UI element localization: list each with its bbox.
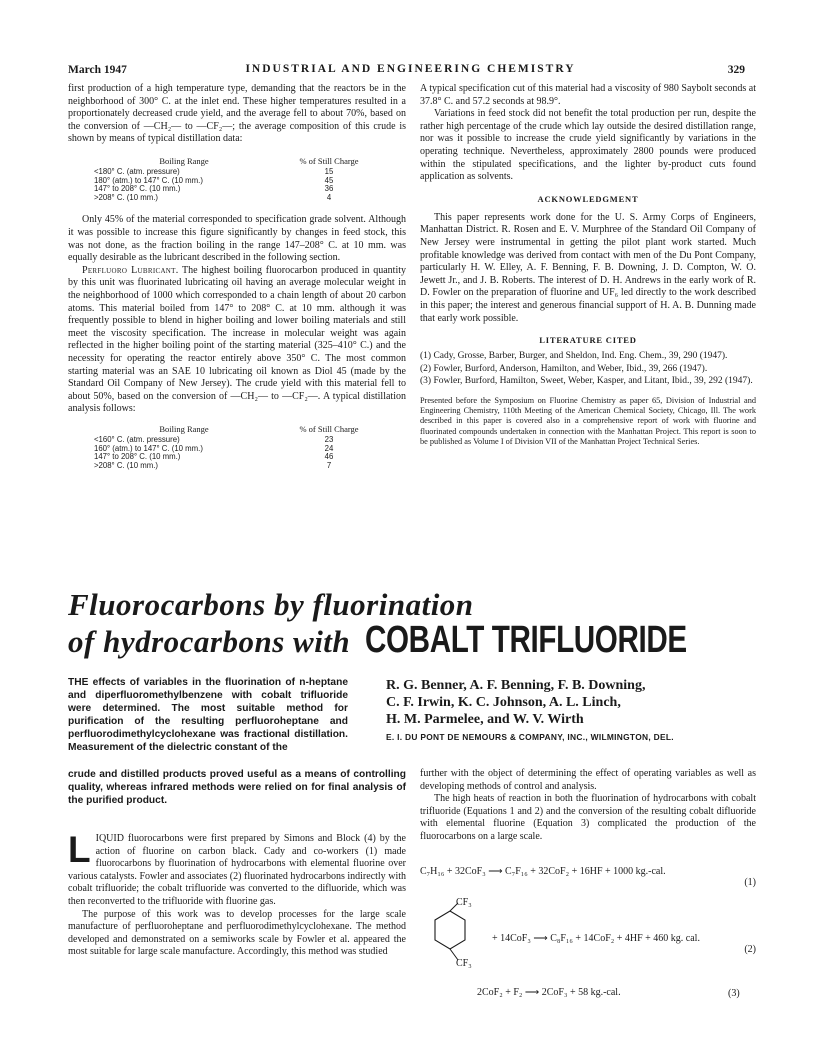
literature-heading: LITERATURE CITED bbox=[539, 335, 637, 346]
author-line: H. M. Parmelee, and W. V. Wirth bbox=[386, 712, 584, 727]
equation-3: 2CoF₂ + F₂ ⟶ 2CoF₃ + 58 kg.-cal. bbox=[477, 987, 621, 998]
paragraph: first production of a high temperature type, demanding that the reactors be in the neighborhood of 300° C. at the inlet end. These higher temperatures resulted in a proportionately decreased crude yield, and the average fell to about 70%, based on the conversion of —CH₂— to —CF₂—; the average composition of this crude is shown by means of typical distillation data: bbox=[68, 83, 406, 145]
table-cell: <180° C. (atm. pressure) bbox=[94, 167, 180, 177]
table-cell: 4 bbox=[326, 192, 332, 202]
equation-number: (2) bbox=[744, 944, 756, 955]
table-cell: 23 bbox=[324, 435, 334, 445]
acknowledgment-heading: ACKNOWLEDGMENT bbox=[537, 193, 639, 204]
equation-text: + 14CoF₃ ⟶ C₈F₁₆ + 14CoF₂ + 4HF + 460 kg. cal. bbox=[492, 933, 700, 944]
equation-number: (1) bbox=[744, 877, 756, 888]
run-in-heading: Perfluoro Lubricant. bbox=[82, 264, 179, 276]
substituent-label: CF₃ bbox=[456, 958, 472, 969]
table-cell: <160° C. (atm. pressure) bbox=[94, 435, 180, 445]
paragraph: The purpose of this work was to develop processes for the large scale manufacture of perfluoroheptane and perfluorodimethylcyclohexane. The method developed and demonstrated on a semiworks scale by Fowler et al. appeared the most suitable for large scale manufacture. Accordingly, this method was studied bbox=[68, 908, 406, 958]
table-header: Boiling Range bbox=[159, 423, 209, 434]
abstract-text: THE effects of variables in the fluorination of n-heptane and diperfluoromethylbenzene with cobalt trifluoride were determined. The most suitable method for purification of the resulting perfluoroheptane and perfluorodimethylcyclohexane was fractional distillation. Measurement of the dielectric constant of the bbox=[68, 677, 348, 753]
article-title-line-2: of hydrocarbons with bbox=[68, 624, 351, 659]
table-header: % of Still Charge bbox=[299, 423, 359, 434]
table-cell: 46 bbox=[324, 452, 334, 462]
paragraph: Variations in feed stock did not benefit the total production per run, despite the rather high percentage of the crude which lay outside the desired distillation range, nor was it possible to increase the crude yield significantly by variations in the operating technique. Nevertheless, approximately 2800 pounds were produced within the stipulated specifications, and the lighter by-product cuts found application as solvents. bbox=[420, 108, 756, 183]
paragraph: IQUID fluorocarbons were first prepared by Simons and Block (4) by the action of fluorine on carbon black. Cady and co-workers (1) made fluorocarbons by fluorination of hydrocarbons with elemental fluorine over various catalysts. Fowler and associates (2) fluorinated hydrocarbons indirectly with cobalt trifluoride; the cobalt trifluoride was converted to the difluoride, which was then reconverted to the trifluoride with fluorine gas. bbox=[68, 833, 406, 907]
reference-item: (2) Fowler, Burford, Anderson, Hamilton, and Weber, Ibid., 39, 266 (1947). bbox=[420, 363, 708, 374]
table-cell: >208° C. (10 mm.) bbox=[94, 460, 158, 470]
equation-2 bbox=[492, 933, 756, 955]
table-cell: 147° to 208° C. (10 mm.) bbox=[94, 452, 181, 462]
presentation-note: Presented before the Symposium on Fluorine Chemistry as paper 65, Division of Industrial and Engineering Chemistry, 110th Meeting of the American Chemical Society, Chicago, Ill. The work described in this paper is covered also in a comprehensive report of work with fluorine and fluorinated compounds undertaken in connection with the Manhattan Project. This report is soon to be published as Volume I of Division VII of the Manhattan Project Technical Series. bbox=[420, 395, 756, 447]
table-cell: 7 bbox=[326, 460, 332, 470]
substituent-label: CF₃ bbox=[456, 897, 472, 908]
table-row bbox=[94, 194, 384, 203]
table-header: % of Still Charge bbox=[299, 155, 359, 166]
paragraph: A typical specification cut of this material had a viscosity of 980 Saybolt seconds at 37.8° C. and 57.2 seconds at 98.9°. bbox=[420, 83, 756, 107]
table-cell: 147° to 208° C. (10 mm.) bbox=[94, 184, 181, 194]
table-cell: 24 bbox=[324, 443, 334, 453]
author-line: R. G. Benner, A. F. Benning, F. B. Downing, bbox=[386, 678, 646, 693]
drop-cap: L bbox=[68, 829, 91, 870]
author-block bbox=[386, 677, 756, 742]
top-left-column bbox=[68, 83, 406, 470]
paragraph: The highest boiling fluorocarbon produced in quantity by this unit was fluorinated lubricating oil having an average molecular weight in the neighborhood of 1000 which corresponded to a chain length of about 20 carbon atoms. This material boiled from 147° to 208° C. at 10 mm. although it was frequently possible to blend in higher boiling and lower boiling materials and still meet the viscosity specification. The increase in molecular weight was again reflected in the higher boiling point of the starting material (325–410° C.) and the necessity for operating the reactor entirely above 350° C. The most common starting material was an SAE 10 lubricating oil known as Diol 45 (made by the Standard Oil Company of New Jersey). The crude yield with this material fell to about 50%, based on the conversion of —CH₂— to —CF₂—. A typical distillation analysis follows: bbox=[68, 264, 406, 415]
body-right-column bbox=[420, 768, 756, 844]
paragraph: further with the object of determining the effect of operating variables as well as developing methods of control and analysis. bbox=[420, 768, 756, 792]
table-cell: 180° (atm.) to 147° C. (10 mm.) bbox=[94, 175, 203, 185]
abstract-lower bbox=[68, 768, 406, 807]
paragraph: Only 45% of the material corresponded to specification grade solvent. Although it was possible to increase this figure significantly by changes in feed stock, this was not done, as the fraction boiling in the range 147–208° C. at 10 mm. was equally desirable as the lubricant described in the following section. bbox=[68, 214, 406, 264]
header-date: March 1947 bbox=[68, 64, 127, 76]
table-cell: >208° C. (10 mm.) bbox=[94, 192, 158, 202]
equation-number: (3) bbox=[728, 988, 740, 999]
table-cell: 36 bbox=[324, 184, 334, 194]
acknowledgment-text: This paper represents work done for the U. S. Army Corps of Engineers, Manhattan District. R. Rosen and E. V. Murphree of the Standard Oil Company of New Jersey were instrumental in getting the pilot plant work started. Much profitable knowledge was derived from contact with men of the Du Pont Company, particularly H. W. Elley, A. F. Benning, F. B. Downing, J. D. Compton, W. O. Jewett Jr., and J. B. Roberts. The interest of D. H. Andrews in the early work of R. D. Fowler on the preparation of fluorine and UF₆ led directly to the work described in this paper; the interest and generous financial support of H. A. B. Dunning made that early work possible. bbox=[420, 211, 756, 324]
equation-1 bbox=[420, 866, 756, 888]
table-cell: 45 bbox=[324, 175, 334, 185]
equation-text: C₇H₁₆ + 32CoF₃ ⟶ C₇F₁₆ + 32CoF₂ + 16HF + 1000 kg.-cal. bbox=[420, 866, 666, 877]
distillation-table-1 bbox=[94, 157, 384, 203]
author-line: C. F. Irwin, K. C. Johnson, A. L. Linch, bbox=[386, 695, 621, 710]
table-cell: 160° (atm.) to 147° C. (10 mm.) bbox=[94, 443, 203, 453]
body-left-column bbox=[68, 829, 406, 959]
table-row bbox=[94, 462, 384, 471]
reference-item: (3) Fowler, Burford, Hamilton, Sweet, Weber, Kasper, and Litant, Ibid., 39, 292 (1947). bbox=[420, 376, 753, 387]
top-right-column bbox=[420, 83, 756, 447]
table-cell: 15 bbox=[324, 167, 334, 177]
reference-item: (1) Cady, Grosse, Barber, Burger, and Sheldon, Ind. Eng. Chem., 39, 290 (1947). bbox=[420, 351, 728, 362]
abstract-upper bbox=[68, 676, 348, 754]
article-title-line-3: COBALT TRIFLUORIDE bbox=[365, 619, 687, 661]
paragraph: The high heats of reaction in both the fluorination of hydrocarbons with cobalt trifluoride (Equations 1 and 2) and the conversion of the resulting cobalt difluoride with elemental fluorine (Equation 3) complicated the production of the fluorocarbons on a large scale. bbox=[420, 793, 756, 842]
header-page-number: 329 bbox=[727, 64, 745, 76]
distillation-table-2 bbox=[94, 425, 384, 471]
hexagon-ring bbox=[435, 911, 465, 949]
affiliation: E. I. DU PONT DE NEMOURS & COMPANY, INC., WILMINGTON, DEL. bbox=[386, 732, 674, 742]
abstract-text: crude and distilled products proved useful as a means of controlling quality, whereas infrared methods were relied on for final analysis of the purified product. bbox=[68, 769, 406, 806]
article-title-line-1: Fluorocarbons by fluorination bbox=[68, 587, 474, 622]
header-journal: INDUSTRIAL AND ENGINEERING CHEMISTRY bbox=[245, 63, 576, 75]
table-header: Boiling Range bbox=[159, 155, 209, 166]
